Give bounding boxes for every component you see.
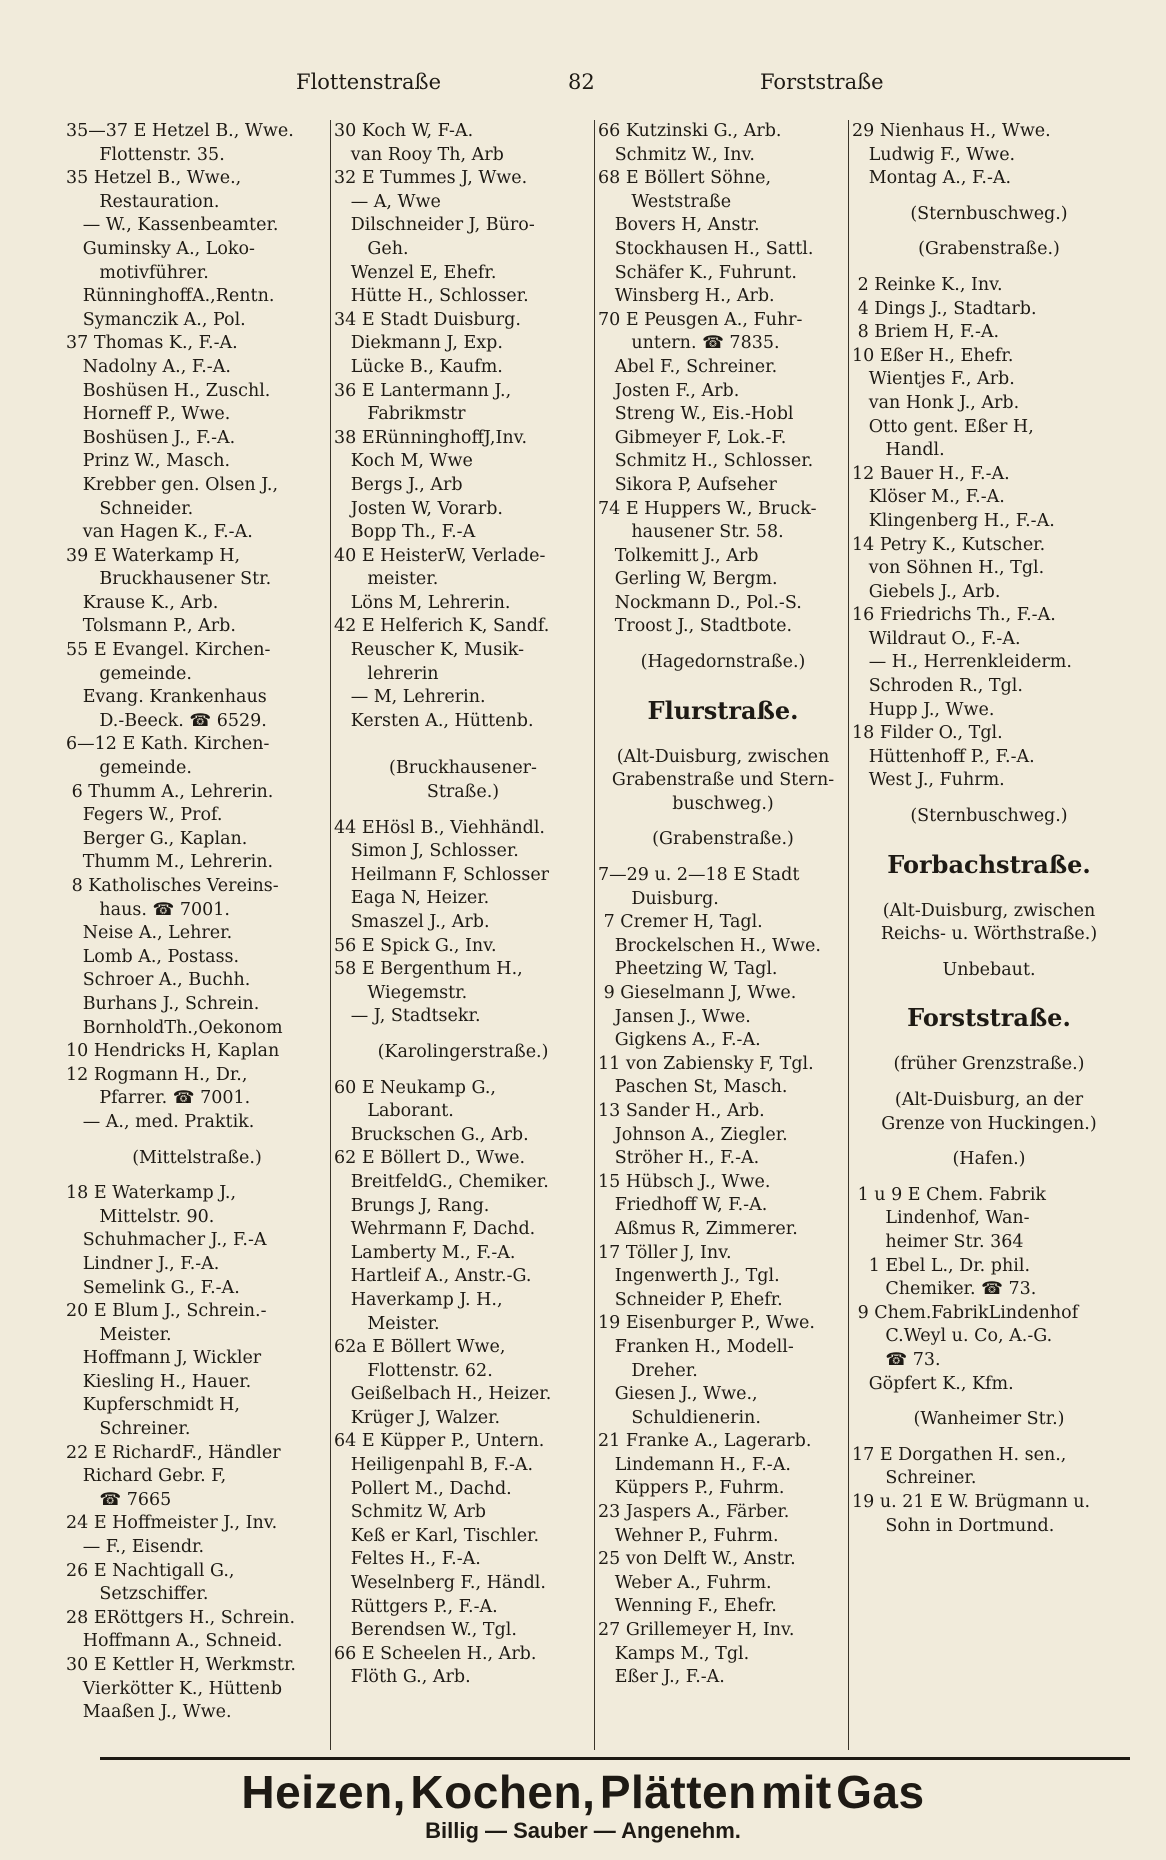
directory-line: 34 E Stadt Duisburg. <box>334 309 521 330</box>
directory-line: Richard Gebr. F, <box>66 1466 227 1487</box>
directory-line: Nockmann D., Pol.-S. <box>598 592 802 613</box>
spacer <box>852 1077 1126 1089</box>
directory-line: 11 von Zabiensky F, Tgl. <box>598 1053 814 1074</box>
directory-line: 30 Koch W, F-A. <box>334 121 474 141</box>
spacer <box>334 745 592 757</box>
directory-line: haus. ☎ 7001. <box>66 899 230 920</box>
directory-line: 18 E Waterkamp J., <box>66 1183 237 1204</box>
directory-line: 60 E Neukamp G., <box>334 1077 496 1098</box>
directory-line: Lindenhof, Wan- <box>852 1208 1030 1229</box>
directory-line: Bruckhausener Str. <box>66 569 272 590</box>
directory-line: Schreiner. <box>852 1468 977 1489</box>
directory-line: Laborant. <box>334 1101 454 1122</box>
directory-line: Tolkemitt J., Arb <box>598 545 759 566</box>
directory-line: 6 Thumm A., Lehrerin. <box>66 781 274 802</box>
directory-line: 17 Töller J, Inv. <box>598 1242 732 1263</box>
directory-line: — A., med. Praktik. <box>66 1111 255 1132</box>
directory-line: motivführer. <box>66 262 209 283</box>
directory-line: 28 ERöttgers H., Schrein. <box>66 1607 296 1628</box>
directory-line: Weselnberg F., Händl. <box>334 1573 546 1594</box>
directory-line: Streng W., Eis.-Hobl <box>598 404 794 425</box>
directory-line: Burhans J., Schrein. <box>66 993 260 1014</box>
directory-line: Boshüsen J., F.-A. <box>66 427 236 448</box>
ad-word: Kochen, <box>410 1766 596 1818</box>
directory-line: untern. ☎ 7835. <box>598 333 780 354</box>
directory-line: Bruckschen G., Arb. <box>334 1124 529 1145</box>
directory-line: 42 E Helferich K, Sandf. <box>334 616 550 637</box>
directory-line: Bovers H, Anstr. <box>598 215 760 236</box>
directory-line: Pheetzing W, Tagl. <box>598 959 778 980</box>
directory-line: Brockelschen H., Wwe. <box>598 935 821 956</box>
directory-line: 20 E Blum J., Schrein.- <box>66 1301 267 1322</box>
directory-line: Pfarrer. ☎ 7001. <box>66 1088 251 1109</box>
directory-line: Wildraut O., F.-A. <box>852 628 1021 649</box>
directory-line: 40 E HeisterW, Verlade- <box>334 545 546 566</box>
directory-line: van Hagen K., F.-A. <box>66 522 253 543</box>
cross-street-note: buschweg.) <box>672 793 774 814</box>
cross-street-note: Grabenstraße und Stern- <box>611 770 835 791</box>
directory-line: Semelink G., F.-A. <box>66 1277 240 1298</box>
directory-line: Kamps M., Tgl. <box>598 1643 750 1664</box>
directory-line: Geh. <box>334 238 409 259</box>
directory-line: Weber A., Fuhrm. <box>598 1572 772 1593</box>
directory-line: Feltes H., F.-A. <box>334 1549 481 1570</box>
directory-line: 15 Hübsch J., Wwe. <box>598 1171 771 1192</box>
gas-advertisement <box>0 1765 1166 1819</box>
directory-line: Lamberty M., F.-A. <box>334 1242 516 1263</box>
column-4 <box>852 120 1126 1750</box>
directory-line: 66 E Scheelen H., Arb. <box>334 1643 537 1664</box>
directory-line: Schmitz W., Inv. <box>598 144 755 165</box>
spacer <box>852 982 1126 994</box>
spacer <box>334 1029 592 1041</box>
directory-line: 62a E Böllert Wwe, <box>334 1337 506 1358</box>
directory-line: Neise A., Lehrer. <box>66 923 233 944</box>
directory-line: Ströher H., F.-A. <box>598 1148 760 1169</box>
directory-line: Fegers W., Prof. <box>66 805 223 826</box>
cross-street-note: (Alt-Duisburg, an der <box>894 1090 1084 1110</box>
cross-street-note: (Grabenstraße.) <box>652 829 794 850</box>
header-right-street: Forststraße <box>760 70 884 94</box>
directory-line: Duisburg. <box>598 888 719 909</box>
directory-line: 35 Hetzel B., Wwe., <box>66 168 242 189</box>
directory-line: 10 Eßer H., Ehefr. <box>852 345 1014 366</box>
directory-line: Smaszel J., Arb. <box>334 912 490 932</box>
directory-line: Giesen J., Wwe., <box>598 1384 758 1405</box>
directory-line: 26 E Nachtigall G., <box>66 1560 235 1581</box>
directory-line: 25 von Delft W., Anstr. <box>598 1549 796 1570</box>
directory-line: Hoffmann J, Wickler <box>66 1348 262 1369</box>
directory-line: 24 E Hoffmeister J., Inv. <box>66 1513 278 1534</box>
cross-street-note: (Sternbuschweg.) <box>910 203 1068 224</box>
directory-line: Maaßen J., Wwe. <box>66 1702 232 1723</box>
spacer <box>852 888 1126 900</box>
spacer <box>852 262 1126 274</box>
spacer <box>852 191 1126 203</box>
directory-line: meister. <box>334 569 439 590</box>
directory-line: 18 Filder O., Tgl. <box>852 723 1003 744</box>
directory-line: 14 Petry K., Kutscher. <box>852 534 1046 555</box>
column-2 <box>334 120 592 1750</box>
directory-line: — F., Eisendr. <box>66 1537 205 1558</box>
directory-line: 10 Hendricks H, Kaplan <box>66 1041 280 1062</box>
directory-line: Simon J, Schlosser. <box>334 841 519 862</box>
directory-line: 12 Rogmann H., Dr., <box>66 1064 248 1085</box>
directory-line: Evang. Krankenhaus <box>66 687 267 708</box>
directory-line: Schneider. <box>66 498 194 519</box>
directory-line: 29 Nienhaus H., Wwe. <box>852 121 1051 141</box>
directory-line: Rüttgers P., F.-A. <box>334 1596 498 1617</box>
directory-line: Bergs J., Arb <box>334 474 463 495</box>
directory-line: D.-Beeck. ☎ 6529. <box>66 710 267 731</box>
directory-line: Handl. <box>852 440 945 461</box>
spacer <box>598 734 848 746</box>
directory-line: Symanczik A., Pol. <box>66 309 246 330</box>
directory-line: Krause K., Arb. <box>66 592 219 613</box>
directory-line: Löns M, Lehrerin. <box>334 592 511 613</box>
directory-line: — A, Wwe <box>334 191 441 212</box>
directory-line: Giebels J., Arb. <box>852 581 1001 602</box>
directory-line: Hupp J., Wwe. <box>852 699 995 720</box>
directory-line: van Rooy Th, Arb <box>334 144 504 165</box>
directory-line: 37 Thomas K., F.-A. <box>66 333 238 354</box>
directory-line: 39 E Waterkamp H, <box>66 545 241 566</box>
cross-street-note: (Karolingerstraße.) <box>377 1041 549 1062</box>
spacer <box>852 829 1126 841</box>
directory-line: Friedhoff W, F.-A. <box>598 1195 768 1216</box>
footer-divider <box>100 1757 1130 1760</box>
directory-line: 64 E Küpper P., Untern. <box>334 1431 545 1452</box>
directory-line: 32 E Tummes J, Wwe. <box>334 168 528 189</box>
directory-line: Hartleif A., Anstr.-G. <box>334 1266 532 1287</box>
directory-line: Keß er Karl, Tischler. <box>334 1525 540 1546</box>
directory-line: Paschen St, Masch. <box>598 1077 788 1098</box>
directory-line: Wientjes F., Arb. <box>852 369 1015 390</box>
directory-line: Wenzel E, Ehefr. <box>334 262 497 283</box>
directory-line: 13 Sander H., Arb. <box>598 1100 765 1121</box>
directory-line: Franken H., Modell- <box>598 1336 794 1357</box>
directory-line: Brungs J, Rang. <box>334 1195 490 1216</box>
directory-line: Stockhausen H., Sattl. <box>598 238 814 259</box>
street-heading: Forbachstraße. <box>887 849 1091 879</box>
street-heading: Forststraße. <box>907 1003 1071 1033</box>
directory-line: Horneff P., Wwe. <box>66 404 231 425</box>
directory-line: Pollert M., Dachd. <box>334 1478 512 1499</box>
directory-line: 7—29 u. 2—18 E Stadt <box>598 865 800 886</box>
column-divider <box>330 120 331 1750</box>
directory-line: West J., Fuhrm. <box>852 770 1005 791</box>
directory-line: Krebber gen. Olsen J., <box>66 474 279 495</box>
directory-line: 19 Eisenburger P., Wwe. <box>598 1313 815 1334</box>
directory-line: Troost J., Stadtbote. <box>598 616 793 637</box>
directory-line: Klingenberg H., F.-A. <box>852 510 1055 531</box>
directory-line: — M, Lehrerin. <box>334 687 486 708</box>
directory-line: C.Weyl u. Co, A.-G. <box>852 1326 1053 1347</box>
directory-line: 23 Jaspers A., Färber. <box>598 1502 790 1523</box>
page-header <box>0 70 1166 104</box>
cross-street-note: (Bruckhausener- <box>389 758 537 779</box>
directory-line: Fabrikmstr <box>334 404 466 425</box>
spacer <box>852 793 1126 805</box>
directory-line: Josten F., Arb. <box>598 380 740 401</box>
directory-line: gemeinde. <box>66 663 192 684</box>
directory-line: Krüger J, Walzer. <box>334 1407 501 1428</box>
directory-line: Flöth G., Arb. <box>334 1667 471 1688</box>
column-1 <box>66 120 328 1750</box>
directory-line: 30 E Kettler H, Werkmstr. <box>66 1655 296 1675</box>
cross-street-note: Grenze von Huckingen.) <box>881 1113 1097 1134</box>
directory-line: Schneider P, Ehefr. <box>598 1289 783 1310</box>
directory-line: Koch M, Wwe <box>334 451 473 472</box>
directory-line: Otto gent. Eßer H, <box>852 416 1034 437</box>
header-left-street: Flottenstraße <box>296 70 441 94</box>
directory-line: Bopp Th., F.-A <box>334 522 476 543</box>
ad-word: Gas <box>836 1766 925 1818</box>
directory-line: RünninghoffA.,Rentn. <box>66 286 275 307</box>
directory-line: — H., Herrenkleiderm. <box>852 652 1072 673</box>
directory-line: 56 E Spick G., Inv. <box>334 935 497 956</box>
directory-line: Heilmann F, Schlosser <box>334 864 550 885</box>
directory-line: gemeinde. <box>66 758 192 779</box>
directory-line: 36 E Lantermann J., <box>334 380 512 401</box>
directory-line: 35—37 E Hetzel B., Wwe. <box>66 121 294 141</box>
cross-street-note: (früher Grenzstraße.) <box>893 1054 1085 1075</box>
ad-word: Plätten <box>599 1766 757 1818</box>
directory-line: van Honk J., Arb. <box>852 392 1020 413</box>
directory-line: 70 E Peusgen A., Fuhr- <box>598 309 803 330</box>
directory-line: Hüttenhoff P., F.-A. <box>852 746 1035 767</box>
directory-line: Gigkens A., F.-A. <box>598 1030 761 1051</box>
directory-line: Restauration. <box>66 191 220 212</box>
directory-line: Schuldienerin. <box>598 1407 761 1428</box>
directory-line: Lücke B., Kaufm. <box>334 356 503 377</box>
directory-line: Meister. <box>334 1313 440 1334</box>
directory-line: hausener Str. 58. <box>598 522 784 543</box>
cross-street-note: (Sternbuschweg.) <box>910 806 1068 827</box>
column-divider <box>594 120 595 1750</box>
directory-line: Dreher. <box>598 1360 698 1381</box>
directory-line: Abel F., Schreiner. <box>598 356 778 377</box>
ad-word: Heizen, <box>241 1766 406 1818</box>
cross-street-note: (Hagedornstraße.) <box>640 652 806 673</box>
cross-street-note: (Grabenstraße.) <box>918 239 1060 260</box>
directory-line: 21 Franke A., Lagerarb. <box>598 1431 812 1452</box>
ad-tagline: Billig — Sauber — Angenehm. <box>425 1818 741 1843</box>
directory-line: 62 E Böllert D., Wwe. <box>334 1148 526 1169</box>
directory-line: Wehner P., Fuhrm. <box>598 1525 779 1546</box>
spacer <box>852 1432 1126 1444</box>
spacer <box>598 816 848 828</box>
spacer <box>852 226 1126 238</box>
directory-line: Kiesling H., Hauer. <box>66 1371 252 1392</box>
cross-street-note: (Wanheimer Str.) <box>913 1409 1065 1430</box>
directory-line: 1 u 9 E Chem. Fabrik <box>852 1184 1047 1205</box>
directory-line: Guminsky A., Loko- <box>66 238 255 259</box>
spacer <box>852 1172 1126 1184</box>
directory-line: heimer Str. 364 <box>852 1231 1024 1252</box>
directory-line: 58 E Bergenthum H., <box>334 959 523 980</box>
directory-line: Eaga N, Heizer. <box>334 888 490 909</box>
directory-line: 1 Ebel L., Dr. phil. <box>852 1255 1031 1276</box>
directory-line: 17 E Dorgathen H. sen., <box>852 1444 1067 1465</box>
cross-street-note: (Alt-Duisburg, zwischen <box>882 900 1096 921</box>
directory-line: 9 Gieselmann J, Wwe. <box>598 983 797 1003</box>
directory-line: Tolsmann P., Arb. <box>66 616 236 637</box>
cross-street-note: Reichs- u. Wörthstraße.) <box>880 924 1098 945</box>
directory-line: Hoffmann A., Schneid. <box>66 1631 283 1652</box>
directory-line: — W., Kassenbeamter. <box>66 215 279 236</box>
directory-line: Schuhmacher J., F.-A <box>66 1230 267 1251</box>
directory-line: Flottenstr. 35. <box>66 144 225 165</box>
directory-line: ☎ 7665 <box>66 1489 172 1510</box>
directory-line: 66 Kutzinski G., Arb. <box>598 121 782 141</box>
spacer <box>598 852 848 864</box>
directory-line: Wehrmann F, Dachd. <box>334 1219 536 1240</box>
directory-line: Winsberg H., Arb. <box>598 286 775 307</box>
directory-line: BreitfeldG., Chemiker. <box>334 1171 549 1192</box>
directory-line: 16 Friedrichs Th., F.-A. <box>852 605 1056 626</box>
directory-line: 68 E Böllert Söhne, <box>598 168 772 189</box>
directory-line: Geißelbach H., Heizer. <box>334 1384 552 1405</box>
street-heading: Flurstraße. <box>647 695 799 725</box>
spacer <box>598 675 848 687</box>
directory-line: Sohn in Dortmund. <box>852 1515 1055 1536</box>
spacer <box>852 947 1126 959</box>
directory-line: BornholdTh.,Oekonom <box>66 1017 283 1038</box>
directory-line: Berendsen W., Tgl. <box>334 1620 517 1641</box>
directory-line: Hütte H., Schlosser. <box>334 286 529 307</box>
directory-line: Schreiner. <box>66 1419 191 1440</box>
directory-line: Vierkötter K., Hüttenb <box>66 1678 283 1699</box>
directory-line: 8 Briem H, F.-A. <box>852 322 1000 343</box>
directory-line: 55 E Evangel. Kirchen- <box>66 640 271 661</box>
ad-word: mit <box>761 1766 832 1818</box>
directory-line: Boshüsen H., Zuschl. <box>66 380 271 401</box>
directory-line: Thumm M., Lehrerin. <box>66 852 274 873</box>
directory-line: Schäfer K., Fuhrunt. <box>598 262 797 283</box>
directory-line: Jansen J., Wwe. <box>598 1006 751 1027</box>
directory-line: Schroden R., Tgl. <box>852 676 1023 697</box>
directory-line: 74 E Huppers W., Bruck- <box>598 498 817 519</box>
cross-street-note: Unbebaut. <box>942 959 1036 980</box>
directory-line: Lindemann H., F.-A. <box>598 1454 791 1475</box>
spacer <box>852 1396 1126 1408</box>
directory-line: 9 Chem.FabrikLindenhof <box>852 1302 1079 1323</box>
directory-line: Klöser M., F.-A. <box>852 487 1005 508</box>
directory-line: Gibmeyer F, Lok.-F. <box>598 427 787 448</box>
directory-line: Mittelstr. 90. <box>66 1206 215 1227</box>
directory-line: 4 Dings J., Stadtarb. <box>852 298 1037 319</box>
directory-line: Schmitz H., Schlosser. <box>598 451 814 472</box>
directory-line: 8 Katholisches Vereins- <box>66 876 279 896</box>
directory-line: Meister. <box>66 1324 172 1345</box>
directory-line: Chemiker. ☎ 73. <box>852 1279 1037 1300</box>
directory-line: Gerling W, Bergm. <box>598 569 778 590</box>
directory-line: Nadolny A., F.-A. <box>66 356 231 377</box>
directory-line: 19 u. 21 E W. Brügmann u. <box>852 1491 1091 1512</box>
directory-line: Heiligenpahl B, F.-A. <box>334 1455 534 1476</box>
spacer <box>334 733 592 745</box>
directory-line: 27 Grillemeyer H, Inv. <box>598 1620 795 1641</box>
directory-line: Berger G., Kaplan. <box>66 828 248 849</box>
directory-line: ☎ 73. <box>852 1349 941 1370</box>
directory-line: von Söhnen H., Tgl. <box>852 558 1045 579</box>
column-3 <box>598 120 848 1750</box>
directory-line: Weststraße <box>598 191 732 212</box>
directory-line: Lomb A., Postass. <box>66 946 240 967</box>
directory-line: Küppers P., Fuhrm. <box>598 1478 785 1499</box>
directory-line: Schroer A., Buchh. <box>66 970 251 991</box>
page-number: 82 <box>568 70 595 94</box>
directory-line: Wenning F., Ehefr. <box>598 1596 777 1617</box>
column-divider <box>848 120 849 1750</box>
directory-line: Kupferschmidt H, <box>66 1395 240 1416</box>
directory-line: 38 ERünninghoffJ,Inv. <box>334 427 528 448</box>
directory-line: Wiegemstr. <box>334 982 468 1003</box>
directory-line: 2 Reinke K., Inv. <box>852 274 1003 295</box>
spacer <box>852 1041 1126 1053</box>
directory-line: Ingenwerth J., Tgl. <box>598 1266 780 1287</box>
directory-line: 6—12 E Kath. Kirchen- <box>66 734 270 755</box>
directory-line: lehrerin <box>334 663 439 684</box>
directory-line: Kersten A., Hüttenb. <box>334 710 534 731</box>
directory-line: Josten W, Vorarb. <box>334 498 503 519</box>
directory-line: Eßer J., F.-A. <box>598 1667 725 1688</box>
directory-line: Montag A., F.-A. <box>852 168 1012 189</box>
directory-line: Göpfert K., Kfm. <box>852 1373 1014 1394</box>
directory-line: Aßmus R, Zimmerer. <box>598 1218 798 1239</box>
directory-line: Flottenstr. 62. <box>334 1360 493 1381</box>
cross-street-note: Straße.) <box>426 782 500 803</box>
spacer <box>66 1135 328 1147</box>
directory-line: Setzschiffer. <box>66 1584 209 1605</box>
directory-line: Ludwig F., Wwe. <box>852 144 1016 165</box>
spacer <box>334 805 592 817</box>
directory-line: Sikora P, Aufseher <box>598 474 777 495</box>
directory-line: 44 EHösl B., Viehhändl. <box>334 817 545 838</box>
directory-line: — J, Stadtsekr. <box>334 1006 481 1027</box>
cross-street-note: (Alt-Duisburg, zwischen <box>616 746 830 767</box>
directory-line: Schmitz W, Arb <box>334 1502 487 1523</box>
cross-street-note: (Mittelstraße.) <box>132 1147 262 1168</box>
directory-line: Reuscher K, Musik- <box>334 640 525 661</box>
directory-line: Johnson A., Ziegler. <box>598 1124 788 1145</box>
cross-street-note: (Hafen.) <box>952 1149 1026 1170</box>
directory-line: Diekmann J, Exp. <box>334 333 503 354</box>
spacer <box>598 639 848 651</box>
directory-line: 12 Bauer H., F.-A. <box>852 463 1010 484</box>
directory-line: 7 Cremer H, Tagl. <box>598 912 763 933</box>
directory-line: Dilschneider J, Büro- <box>334 215 535 236</box>
directory-line: 22 E RichardF., Händler <box>66 1442 281 1463</box>
directory-line: Haverkamp J. H., <box>334 1289 503 1310</box>
directory-line: Lindner J., F.-A. <box>66 1253 220 1274</box>
spacer <box>334 1065 592 1077</box>
spacer <box>66 1170 328 1182</box>
spacer <box>852 1136 1126 1148</box>
directory-line: Prinz W., Masch. <box>66 451 231 472</box>
